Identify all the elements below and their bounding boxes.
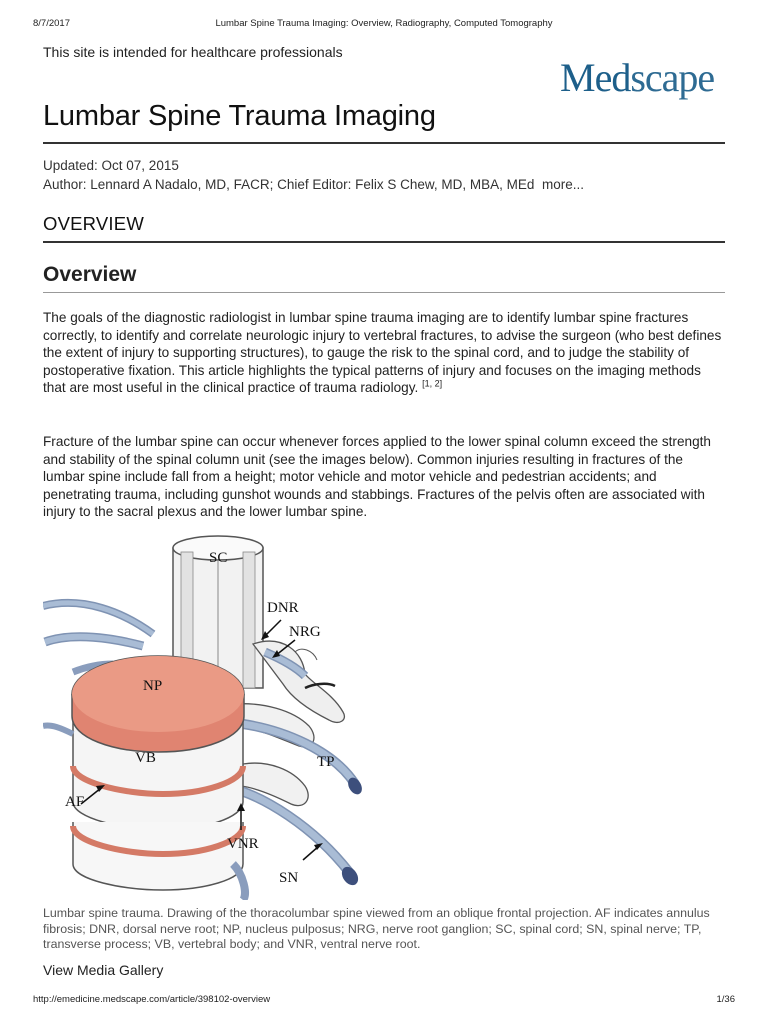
medscape-logo[interactable]	[560, 55, 715, 100]
updated-date: Updated: Oct 07, 2015	[43, 158, 179, 173]
paragraph-fracture: Fracture of the lumbar spine can occur whenever forces applied to the lower spinal column exceed the strength and stability of the spinal column unit (see the images below). Common injuries resulting in fractures of the lumbar spine include fall from a height; motor vehicle and motor vehicle and pedestrian accidents; and penetrating trauma, including gunshot wounds and stabbings. Fractures of the pelvis often are associated with injury to the sacral plexus and the lower lumbar spine.	[43, 434, 711, 520]
label-np: NP	[143, 678, 163, 694]
section-heading: Overview	[43, 263, 137, 286]
label-vnr: VNR	[227, 836, 259, 852]
label-vb: VB	[135, 750, 156, 766]
logo-part-scape: scape	[630, 55, 715, 100]
print-url: http://emedicine.medscape.com/article/398102-overview	[33, 994, 271, 1005]
print-header	[33, 18, 735, 32]
more-authors-link[interactable]: more...	[541, 177, 584, 192]
label-sn: SN	[279, 870, 299, 886]
section-tab-divider	[43, 241, 725, 243]
reference-link[interactable]: [1, 2]	[422, 378, 443, 389]
print-doc-title: Lumbar Spine Trauma Imaging: Overview, Radiography, Computed Tomography	[215, 18, 553, 29]
view-media-gallery-link[interactable]: View Media Gallery	[43, 962, 164, 978]
figure-caption: Lumbar spine trauma. Drawing of the thoracolumbar spine viewed from an oblique frontal projection. AF indicates annulus fibrosis; DNR, dorsal nerve root; NP, nucleus pulposus; NRG, nerve root ganglion; SC, spinal cord; SN, spinal nerve; TP, transverse process; VB, vertebral body; and VNR, ventral nerve root.	[43, 906, 710, 951]
paragraph-goals-text: The goals of the diagnostic radiologist in lumbar spine trauma imaging are to identify lumbar spine fractures correctly, to identify and correlate neurologic injury to vertebral fractures, to advise the surgeon (who best defines the extent of injury to supporting structures), to gauge the risk to the spinal cord, and to judge the stability of postoperative fixation. This article highlights the typical patterns of injury and focuses on the imaging methods that are most useful in the clinical practice of trauma radiology.	[43, 310, 722, 396]
title-divider	[43, 142, 725, 144]
paragraph-goals	[43, 309, 725, 397]
label-nrg: NRG	[289, 624, 321, 640]
spine-illustration[interactable]	[43, 534, 383, 900]
label-tp: TP	[317, 754, 335, 770]
logo-part-med: Med	[560, 55, 631, 100]
page-title: Lumbar Spine Trauma Imaging	[43, 100, 436, 132]
label-sc: SC	[209, 550, 228, 566]
heading-divider	[43, 292, 725, 293]
author-text: Author: Lennard A Nadalo, MD, FACR; Chief Editor: Felix S Chew, MD, MBA, MEd	[43, 177, 535, 192]
print-date: 8/7/2017	[33, 18, 70, 29]
section-tab-overview[interactable]: OVERVIEW	[43, 213, 144, 234]
label-dnr: DNR	[267, 600, 299, 616]
professional-disclaimer: This site is intended for healthcare professionals	[43, 44, 343, 60]
label-af: AF	[65, 794, 85, 810]
print-page-number: 1/36	[716, 994, 735, 1005]
author-line	[43, 177, 584, 192]
